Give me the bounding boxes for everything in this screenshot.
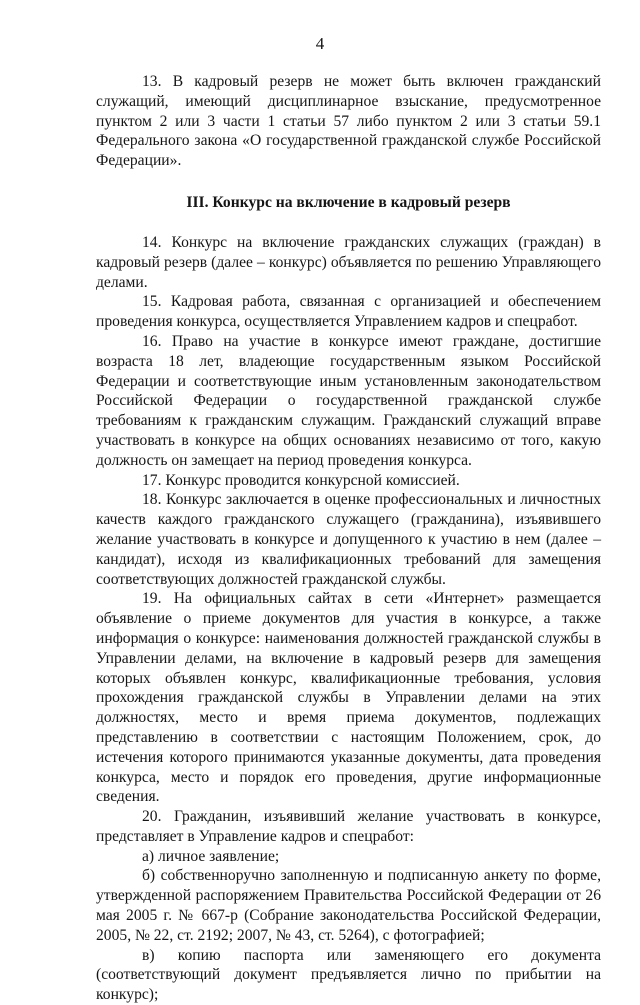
paragraph-14: 14. Конкурс на включение гражданских служащих (граждан) в кадровый резерв (далее – конкурс) объявляется по решению Управляющего делами. xyxy=(96,233,601,291)
section-heading: III. Конкурс на включение в кадровый резерв xyxy=(186,193,511,211)
paragraph-13: 13. В кадровый резерв не может быть включен гражданский служащий, имеющий дисциплинарное взыскание, предусмотренное пунктом 2 или 3 части 1 статьи 57 либо пунктом 2 или 3 статьи 59.1 Федерального закона «О государственной гражданской службе Российской Федерации». xyxy=(96,73,601,170)
paragraph-15: 15. Кадровая работа, связанная с организацией и обеспечением проведения конкурса, осуществляется Управлением кадров и спецработ. xyxy=(96,293,601,331)
paragraph-19: 19. На официальных сайтах в сети «Интернет» размещается объявление о приеме документов для участия в конкурсе, а также информация о конкурсе: наименования должностей гражданской службы в Управлении делами, на включение в кадровый резерв для замещения которых объявлен конкурс, квалификационные требования, условия прохождения гражданской службы в Управлении делами на этих должностях, место и время приема документов, подлежащих представлению в соответствии с настоящим Положением, срок, до истечения которого принимаются указанные документы, дата проведения конкурса, место и порядок его проведения, другие информационные сведения. xyxy=(96,590,601,806)
paragraph-18: 18. Конкурс заключается в оценке профессиональных и личностных качеств каждого гражданского служащего (гражданина), изъявившего желание участвовать в конкурсе и допущенного к участию в нем (далее – кандидат), исходя из квалификационных требований для замещения соответствующих должностей гражданской службы. xyxy=(96,491,601,588)
list-item-a: а) личное заявление; xyxy=(142,847,280,865)
list-item-c: в) копию паспорта или заменяющего его документа (соответствующий документ предъявляется лично по прибытии на конкурс); xyxy=(96,946,601,1004)
paragraph-16: 16. Право на участие в конкурсе имеют граждане, достигшие возраста 18 лет, владеющие государственным языком Российской Федерации и соответствующие иным установленным законодательством Российской Федерации о государственной гражданской службе требованиям к гражданским служащим. Гражданский служащий вправе участвовать в конкурсе на общих основаниях независимо от того, какую должность он замещает на период проведения конкурса. xyxy=(96,332,601,469)
paragraph-20: 20. Гражданин, изъявивший желание участвовать в конкурсе, представляет в Управление кадров и спецработ: xyxy=(96,808,601,845)
page-number: 4 xyxy=(315,34,325,53)
list-item-b: б) собственноручно заполненную и подписанную анкету по форме, утвержденной распоряжением Правительства Российской Федерации от 26 мая 2005 г. № 667-р (Собрание законодательства Российской Федерации, 2005, № 22, ст. 2192; 2007, № 43, ст. 5264), с фотографией; xyxy=(96,867,601,944)
document-body xyxy=(96,72,601,1005)
paragraph-17: 17. Конкурс проводится конкурсной комиссией. xyxy=(142,471,460,489)
